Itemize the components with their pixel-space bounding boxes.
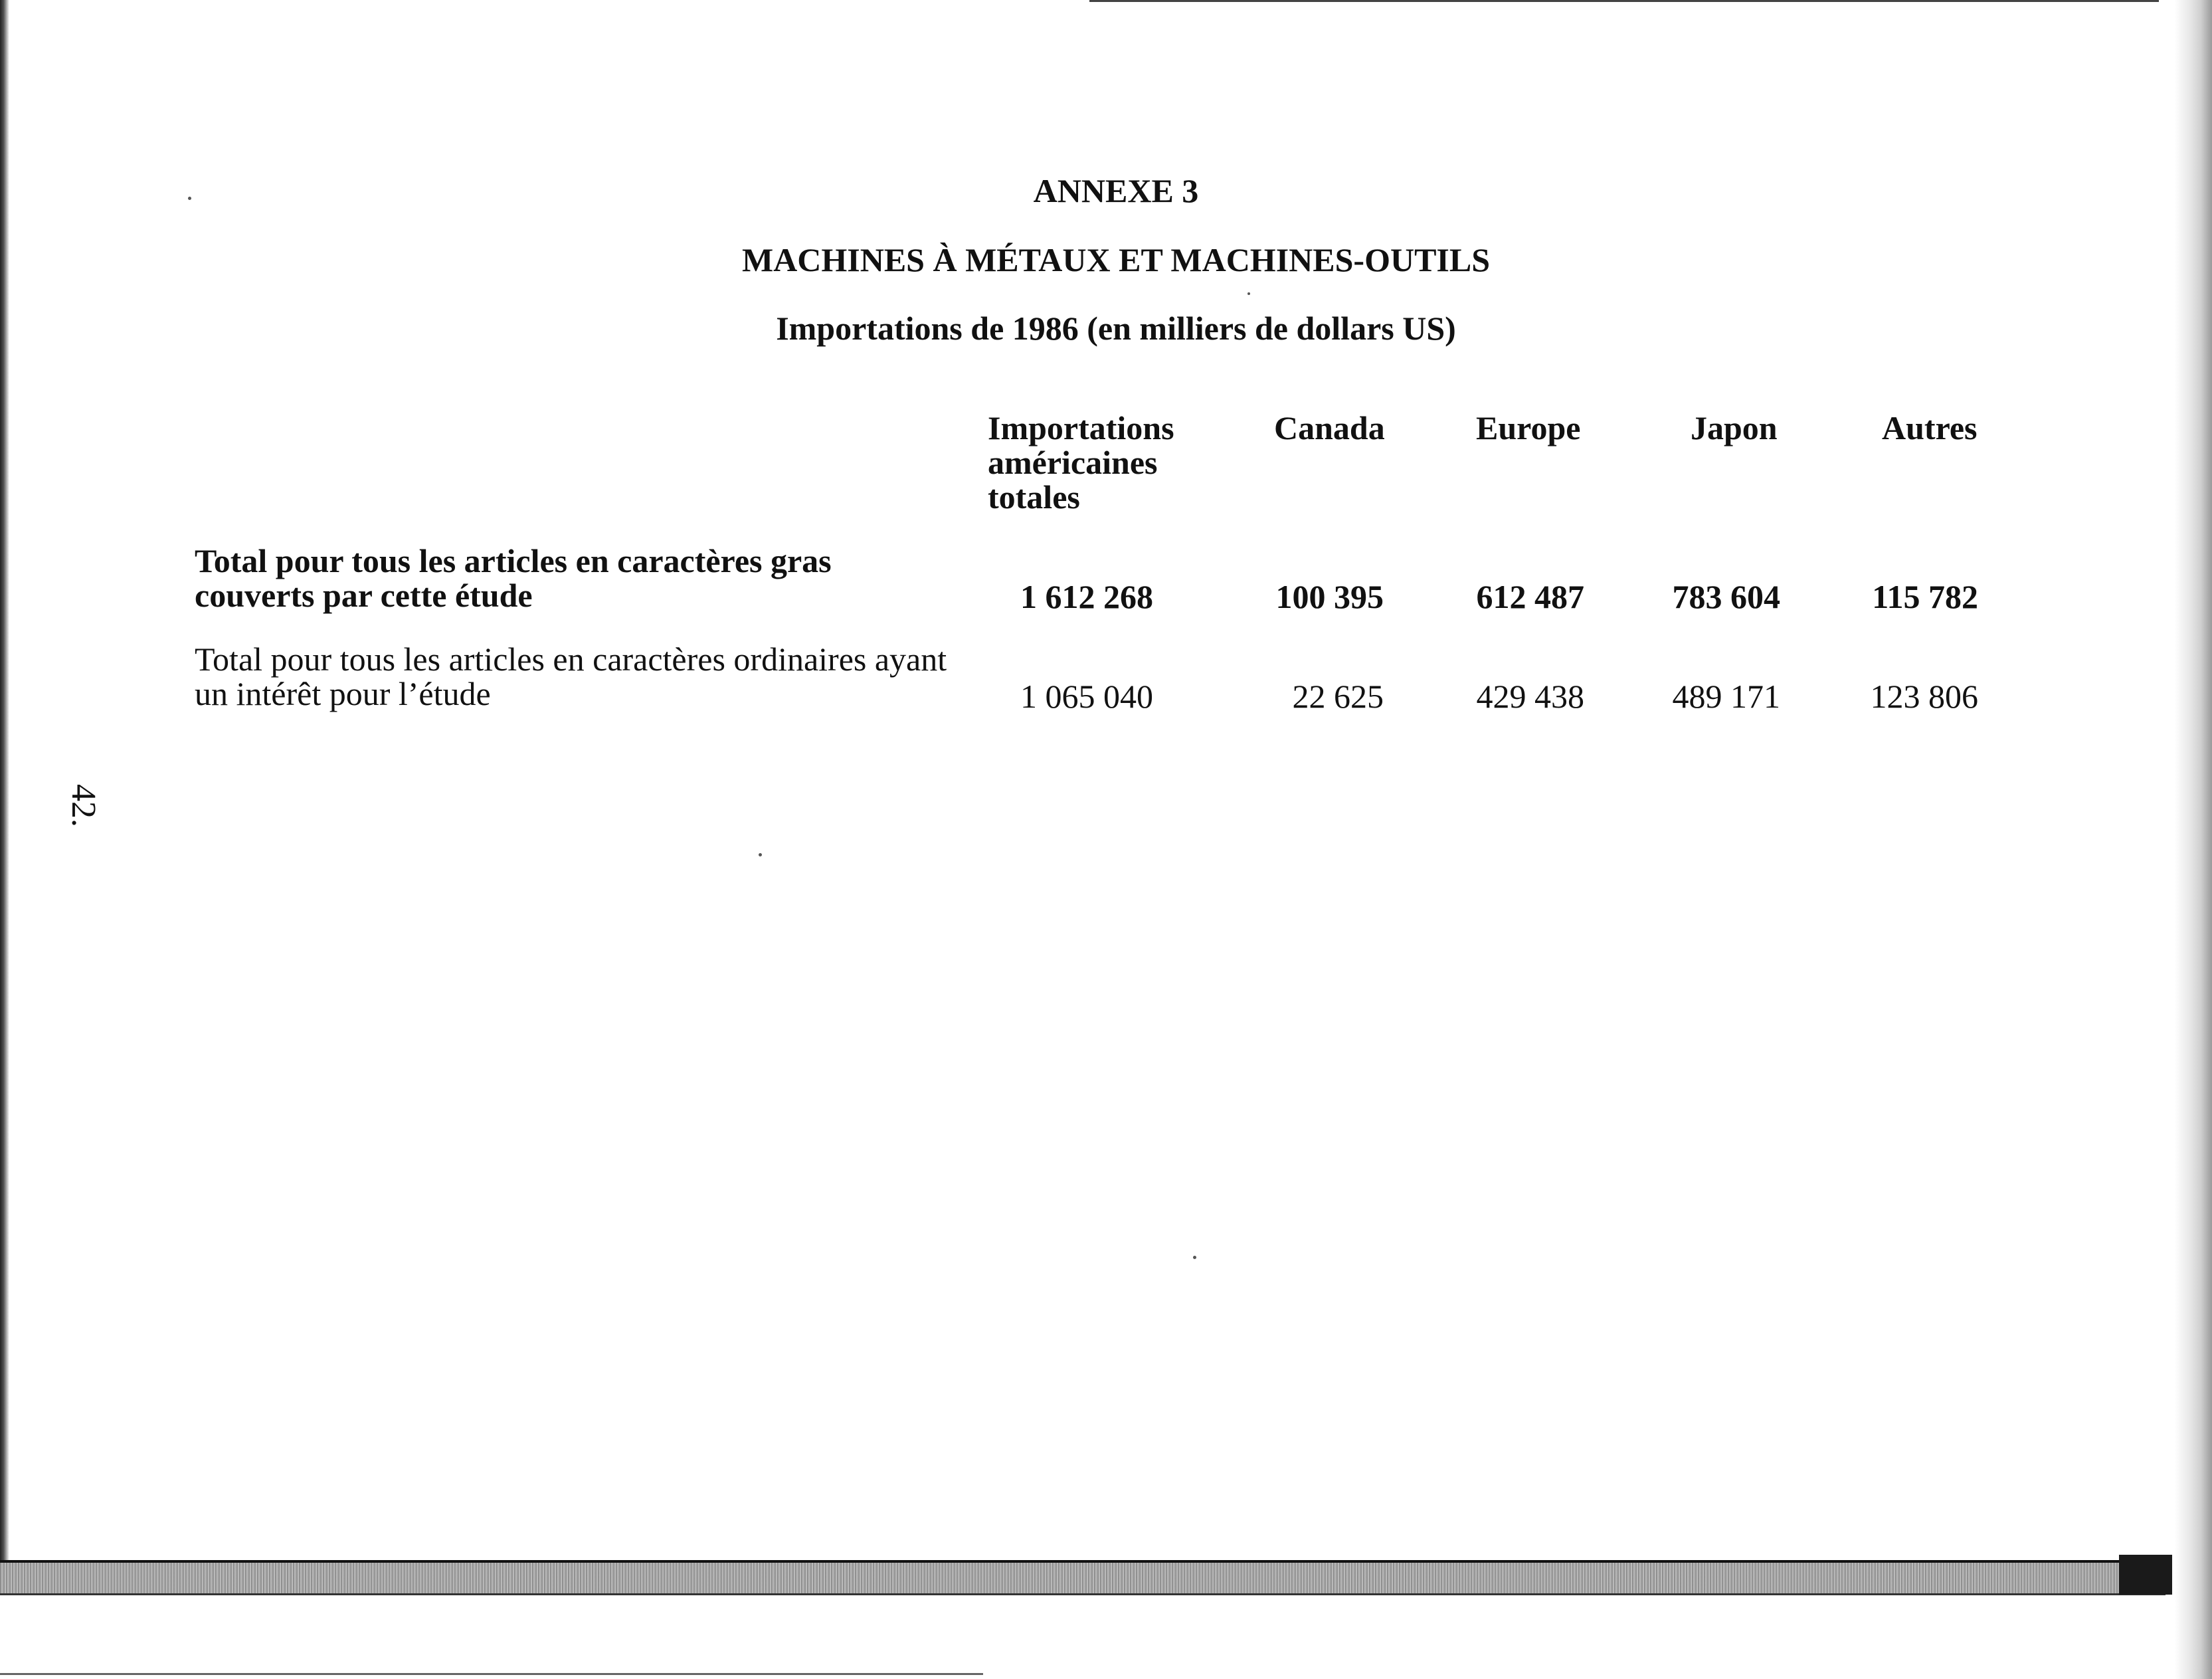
scan-speck xyxy=(1247,292,1250,295)
table-cell: 1 065 040 xyxy=(1020,678,1153,715)
scan-speck xyxy=(1193,1256,1196,1259)
page-fold-strip xyxy=(0,1560,2166,1595)
scan-top-edge xyxy=(1089,0,2159,2)
row-label-bold-articles: Total pour tous les articles en caractères gras couverts par cette étude xyxy=(195,542,832,614)
document-title: MACHINES À MÉTAUX ET MACHINES-OUTILS xyxy=(741,241,1491,278)
column-header-europe: Europe xyxy=(1476,409,1581,446)
scan-speck xyxy=(188,197,191,200)
document-subtitle: Importations de 1986 (en milliers de dollars US) xyxy=(776,310,1456,347)
table-cell: 123 806 xyxy=(1870,678,1978,715)
table-cell: 1 612 268 xyxy=(1020,578,1153,615)
table-cell: 612 487 xyxy=(1476,578,1584,615)
scan-bottom-edge xyxy=(0,1673,983,1675)
table-cell: 22 625 xyxy=(1292,678,1384,715)
column-header-total-us: Importations américaines totales xyxy=(988,409,1174,516)
page-fold-corner xyxy=(2119,1555,2172,1595)
table-cell: 783 604 xyxy=(1672,578,1780,615)
column-header-autres: Autres xyxy=(1882,409,1978,446)
table-cell: 489 171 xyxy=(1672,678,1780,715)
column-header-japon: Japon xyxy=(1691,409,1778,446)
column-header-canada: Canada xyxy=(1274,409,1385,446)
table-cell: 429 438 xyxy=(1476,678,1584,715)
annex-heading: ANNEXE 3 xyxy=(1033,172,1199,209)
scan-left-edge xyxy=(0,0,9,1568)
page-number: 42. xyxy=(64,784,102,827)
table-cell: 100 395 xyxy=(1275,578,1384,615)
row-label-regular-articles: Total pour tous les articles en caractères ordinaires ayant un intérêt pour l’étude xyxy=(195,641,947,712)
scan-speck xyxy=(759,853,762,856)
table-cell: 115 782 xyxy=(1872,578,1978,615)
